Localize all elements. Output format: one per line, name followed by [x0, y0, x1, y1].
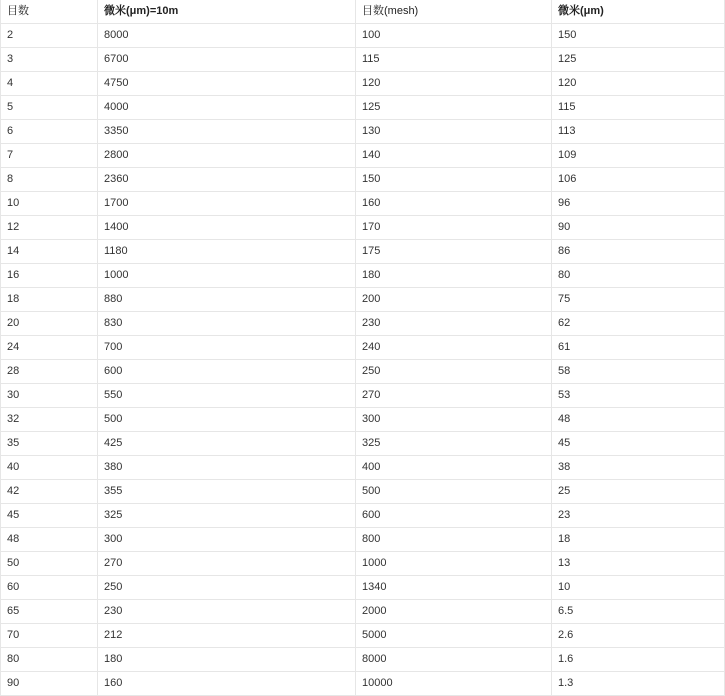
- header-micron-2: 微米(μm): [558, 5, 604, 17]
- table-row: [1, 408, 724, 432]
- cell-mesh-count: 30: [1, 384, 98, 407]
- table-row: [1, 24, 724, 48]
- cell-micron-2: 113: [558, 125, 576, 137]
- cell-micron: 880: [98, 288, 356, 311]
- cell-micron-2: 10: [558, 581, 571, 593]
- table-row: [1, 72, 724, 96]
- cell-micron-2: 90: [558, 221, 571, 233]
- cell-micron: 2360: [98, 168, 356, 191]
- cell-micron-2: 58: [558, 365, 571, 377]
- cell-mesh-count: 3: [1, 48, 98, 71]
- cell-micron-2: 109: [558, 149, 577, 161]
- cell-mesh: 10000: [356, 672, 552, 695]
- cell-mesh-count: 8: [1, 168, 98, 191]
- cell-mesh-count: 50: [1, 552, 98, 575]
- cell-micron-2: 106: [558, 173, 577, 185]
- cell-mesh: 175: [356, 240, 552, 263]
- cell-micron-2: 25: [558, 485, 571, 497]
- cell-mesh: 230: [356, 312, 552, 335]
- cell-mesh-count: 42: [1, 480, 98, 503]
- table-row: [1, 528, 724, 552]
- table-header-row: [1, 0, 724, 24]
- cell-micron: 550: [98, 384, 356, 407]
- cell-mesh: 400: [356, 456, 552, 479]
- cell-mesh-count: 60: [1, 576, 98, 599]
- table-body: [1, 24, 724, 696]
- table-row: [1, 48, 724, 72]
- cell-mesh: 600: [356, 504, 552, 527]
- cell-micron-2: 125: [558, 53, 577, 65]
- header-mesh-count: 目数: [1, 0, 98, 23]
- cell-micron-2: 2.6: [558, 629, 574, 641]
- cell-mesh: 100: [356, 24, 552, 47]
- cell-micron-2: 48: [558, 413, 571, 425]
- cell-micron-2: 120: [558, 77, 577, 89]
- table-row: [1, 600, 724, 624]
- cell-mesh-count: 48: [1, 528, 98, 551]
- cell-micron: 180: [98, 648, 356, 671]
- table-row: [1, 384, 724, 408]
- cell-micron: 3350: [98, 120, 356, 143]
- cell-micron-2: 61: [558, 341, 571, 353]
- cell-mesh-count: 18: [1, 288, 98, 311]
- cell-micron: 1400: [98, 216, 356, 239]
- cell-micron: 500: [98, 408, 356, 431]
- cell-mesh-count: 5: [1, 96, 98, 119]
- cell-mesh-count: 7: [1, 144, 98, 167]
- table-row: [1, 504, 724, 528]
- table-row: [1, 432, 724, 456]
- cell-mesh-count: 90: [1, 672, 98, 695]
- cell-micron-2: 18: [558, 533, 571, 545]
- cell-micron-2: 75: [558, 293, 571, 305]
- cell-mesh-count: 20: [1, 312, 98, 335]
- cell-micron-2: 6.5: [558, 605, 574, 617]
- table-row: [1, 120, 724, 144]
- cell-micron-2: 13: [558, 557, 571, 569]
- cell-micron: 425: [98, 432, 356, 455]
- cell-mesh: 140: [356, 144, 552, 167]
- cell-micron: 830: [98, 312, 356, 335]
- cell-mesh-count: 4: [1, 72, 98, 95]
- table-row: [1, 648, 724, 672]
- table-row: [1, 144, 724, 168]
- cell-mesh: 800: [356, 528, 552, 551]
- table-row: [1, 192, 724, 216]
- cell-mesh-count: 80: [1, 648, 98, 671]
- table-row: [1, 480, 724, 504]
- table-row: [1, 288, 724, 312]
- cell-mesh: 125: [356, 96, 552, 119]
- cell-micron: 1700: [98, 192, 356, 215]
- table-row: [1, 456, 724, 480]
- cell-micron-2: 150: [558, 29, 577, 41]
- table-row: [1, 264, 724, 288]
- cell-micron: 1000: [98, 264, 356, 287]
- cell-mesh: 2000: [356, 600, 552, 623]
- table-row: [1, 360, 724, 384]
- cell-micron-2: 45: [558, 437, 571, 449]
- cell-micron: 6700: [98, 48, 356, 71]
- cell-micron: 1180: [98, 240, 356, 263]
- cell-micron: 355: [98, 480, 356, 503]
- cell-micron-2: 1.3: [558, 677, 574, 689]
- cell-mesh-count: 14: [1, 240, 98, 263]
- table-row: [1, 168, 724, 192]
- cell-mesh: 1000: [356, 552, 552, 575]
- table-row: [1, 552, 724, 576]
- cell-mesh: 180: [356, 264, 552, 287]
- cell-micron: 230: [98, 600, 356, 623]
- cell-mesh: 500: [356, 480, 552, 503]
- cell-micron-2: 86: [558, 245, 571, 257]
- cell-mesh-count: 65: [1, 600, 98, 623]
- cell-mesh-count: 35: [1, 432, 98, 455]
- cell-micron-2: 53: [558, 389, 571, 401]
- cell-micron: 700: [98, 336, 356, 359]
- header-micron: 微米(μm)=10m: [98, 0, 356, 23]
- cell-mesh: 325: [356, 432, 552, 455]
- table-row: [1, 312, 724, 336]
- cell-micron: 2800: [98, 144, 356, 167]
- cell-micron-2: 1.6: [558, 653, 574, 665]
- cell-micron: 4000: [98, 96, 356, 119]
- cell-mesh: 115: [356, 48, 552, 71]
- table-row: [1, 240, 724, 264]
- cell-mesh-count: 40: [1, 456, 98, 479]
- cell-mesh-count: 2: [1, 24, 98, 47]
- cell-mesh-count: 10: [1, 192, 98, 215]
- cell-mesh: 270: [356, 384, 552, 407]
- cell-micron-2: 115: [558, 101, 576, 113]
- cell-micron: 300: [98, 528, 356, 551]
- cell-mesh-count: 12: [1, 216, 98, 239]
- cell-mesh: 160: [356, 192, 552, 215]
- cell-mesh-count: 70: [1, 624, 98, 647]
- cell-micron: 8000: [98, 24, 356, 47]
- table-row: [1, 576, 724, 600]
- cell-micron-2: 23: [558, 509, 571, 521]
- cell-mesh: 170: [356, 216, 552, 239]
- cell-mesh-count: 24: [1, 336, 98, 359]
- cell-mesh: 300: [356, 408, 552, 431]
- header-mesh: 目数(mesh): [356, 0, 552, 23]
- cell-micron: 270: [98, 552, 356, 575]
- table-row: [1, 336, 724, 360]
- cell-mesh-count: 32: [1, 408, 98, 431]
- cell-mesh: 8000: [356, 648, 552, 671]
- cell-micron: 600: [98, 360, 356, 383]
- cell-mesh-count: 28: [1, 360, 98, 383]
- cell-micron-2: 80: [558, 269, 571, 281]
- cell-mesh: 240: [356, 336, 552, 359]
- cell-mesh-count: 45: [1, 504, 98, 527]
- table-row: [1, 672, 724, 696]
- cell-mesh: 250: [356, 360, 552, 383]
- cell-micron: 325: [98, 504, 356, 527]
- cell-micron: 4750: [98, 72, 356, 95]
- table-row: [1, 216, 724, 240]
- cell-mesh: 5000: [356, 624, 552, 647]
- cell-micron: 380: [98, 456, 356, 479]
- cell-mesh: 200: [356, 288, 552, 311]
- cell-micron-2: 38: [558, 461, 571, 473]
- cell-mesh-count: 6: [1, 120, 98, 143]
- cell-micron: 160: [98, 672, 356, 695]
- cell-mesh: 150: [356, 168, 552, 191]
- cell-mesh-count: 16: [1, 264, 98, 287]
- cell-micron: 250: [98, 576, 356, 599]
- cell-mesh: 120: [356, 72, 552, 95]
- table-row: [1, 624, 724, 648]
- cell-mesh: 1340: [356, 576, 552, 599]
- cell-micron: 212: [98, 624, 356, 647]
- cell-micron-2: 62: [558, 317, 571, 329]
- cell-mesh: 130: [356, 120, 552, 143]
- cell-micron-2: 96: [558, 197, 571, 209]
- table-row: [1, 96, 724, 120]
